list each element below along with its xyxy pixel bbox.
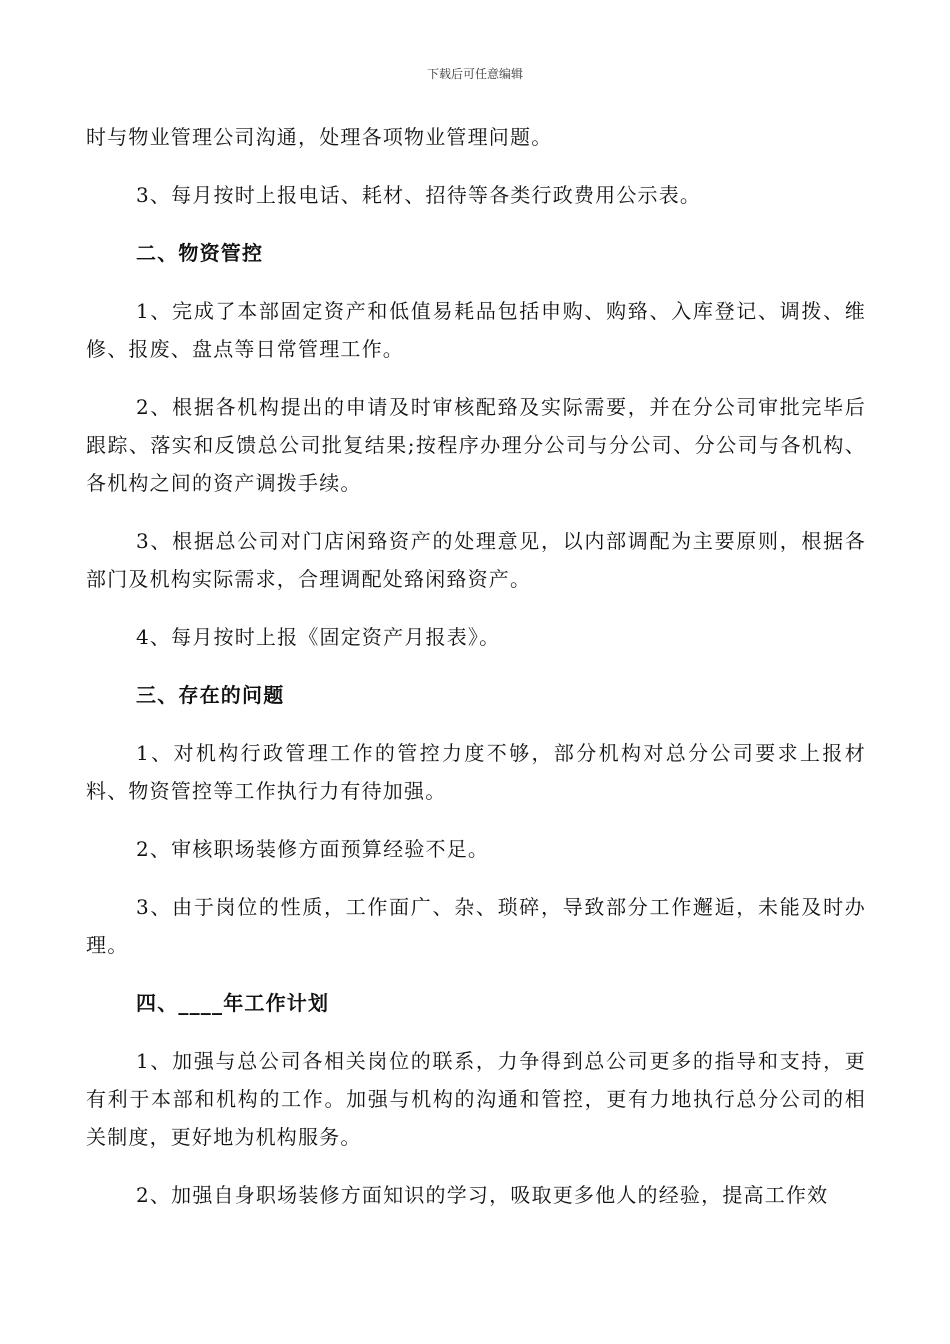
section-heading-work-plan: 四、____年工作计划	[136, 991, 330, 1015]
section-heading-materials-control: 二、物资管控	[136, 241, 264, 265]
paragraph-plan-learning: 2、加强自身职场装修方面知识的学习，吸取更多他人的经验，提高工作效	[136, 1183, 829, 1207]
paragraph-problem-control: 1、对机构行政管理工作的管控力度不够，部分机构对总分公司要求上报材料、物资管控等工作执行力有待加强。	[86, 741, 866, 803]
paragraph-admin-expense-report: 3、每月按时上报电话、耗材、招待等各类行政费用公示表。	[136, 183, 702, 207]
paragraph-problem-workload: 3、由于岗位的性质，工作面广、杂、琐碎，导致部分工作邂逅，未能及时办理。	[86, 895, 866, 957]
paragraph-monthly-report: 4、每月按时上报《固定资产月报表》。	[136, 625, 501, 649]
paragraph-fixed-assets: 1、完成了本部固定资产和低值易耗品包括申购、购臵、入库登记、调拨、维修、报废、盘点等日常管理工作。	[86, 299, 866, 361]
paragraph-idle-assets: 3、根据总公司对门店闲臵资产的处理意见，以内部调配为主要原则，根据各部门及机构实际需求，合理调配处臵闲臵资产。	[86, 529, 866, 591]
document-body	[86, 118, 866, 1234]
paragraph-asset-allocation: 2、根据各机构提出的申请及时审核配臵及实际需要，并在分公司审批完毕后跟踪、落实和反馈总公司批复结果;按程序办理分公司与分公司、分公司与各机构、各机构之间的资产调拨手续。	[86, 395, 866, 495]
paragraph-plan-communication: 1、加强与总公司各相关岗位的联系，力争得到总公司更多的指导和支持，更有利于本部和机构的工作。加强与机构的沟通和管控，更有力地执行总分公司的相关制度，更好地为机构服务。	[86, 1049, 866, 1149]
section-heading-problems: 三、存在的问题	[136, 683, 285, 707]
paragraph-problem-budget: 2、审核职场装修方面预算经验不足。	[136, 837, 490, 861]
paragraph-continuation: 时与物业管理公司沟通，处理各项物业管理问题。	[86, 125, 553, 149]
page-header: 下载后可任意编辑	[426, 67, 523, 81]
